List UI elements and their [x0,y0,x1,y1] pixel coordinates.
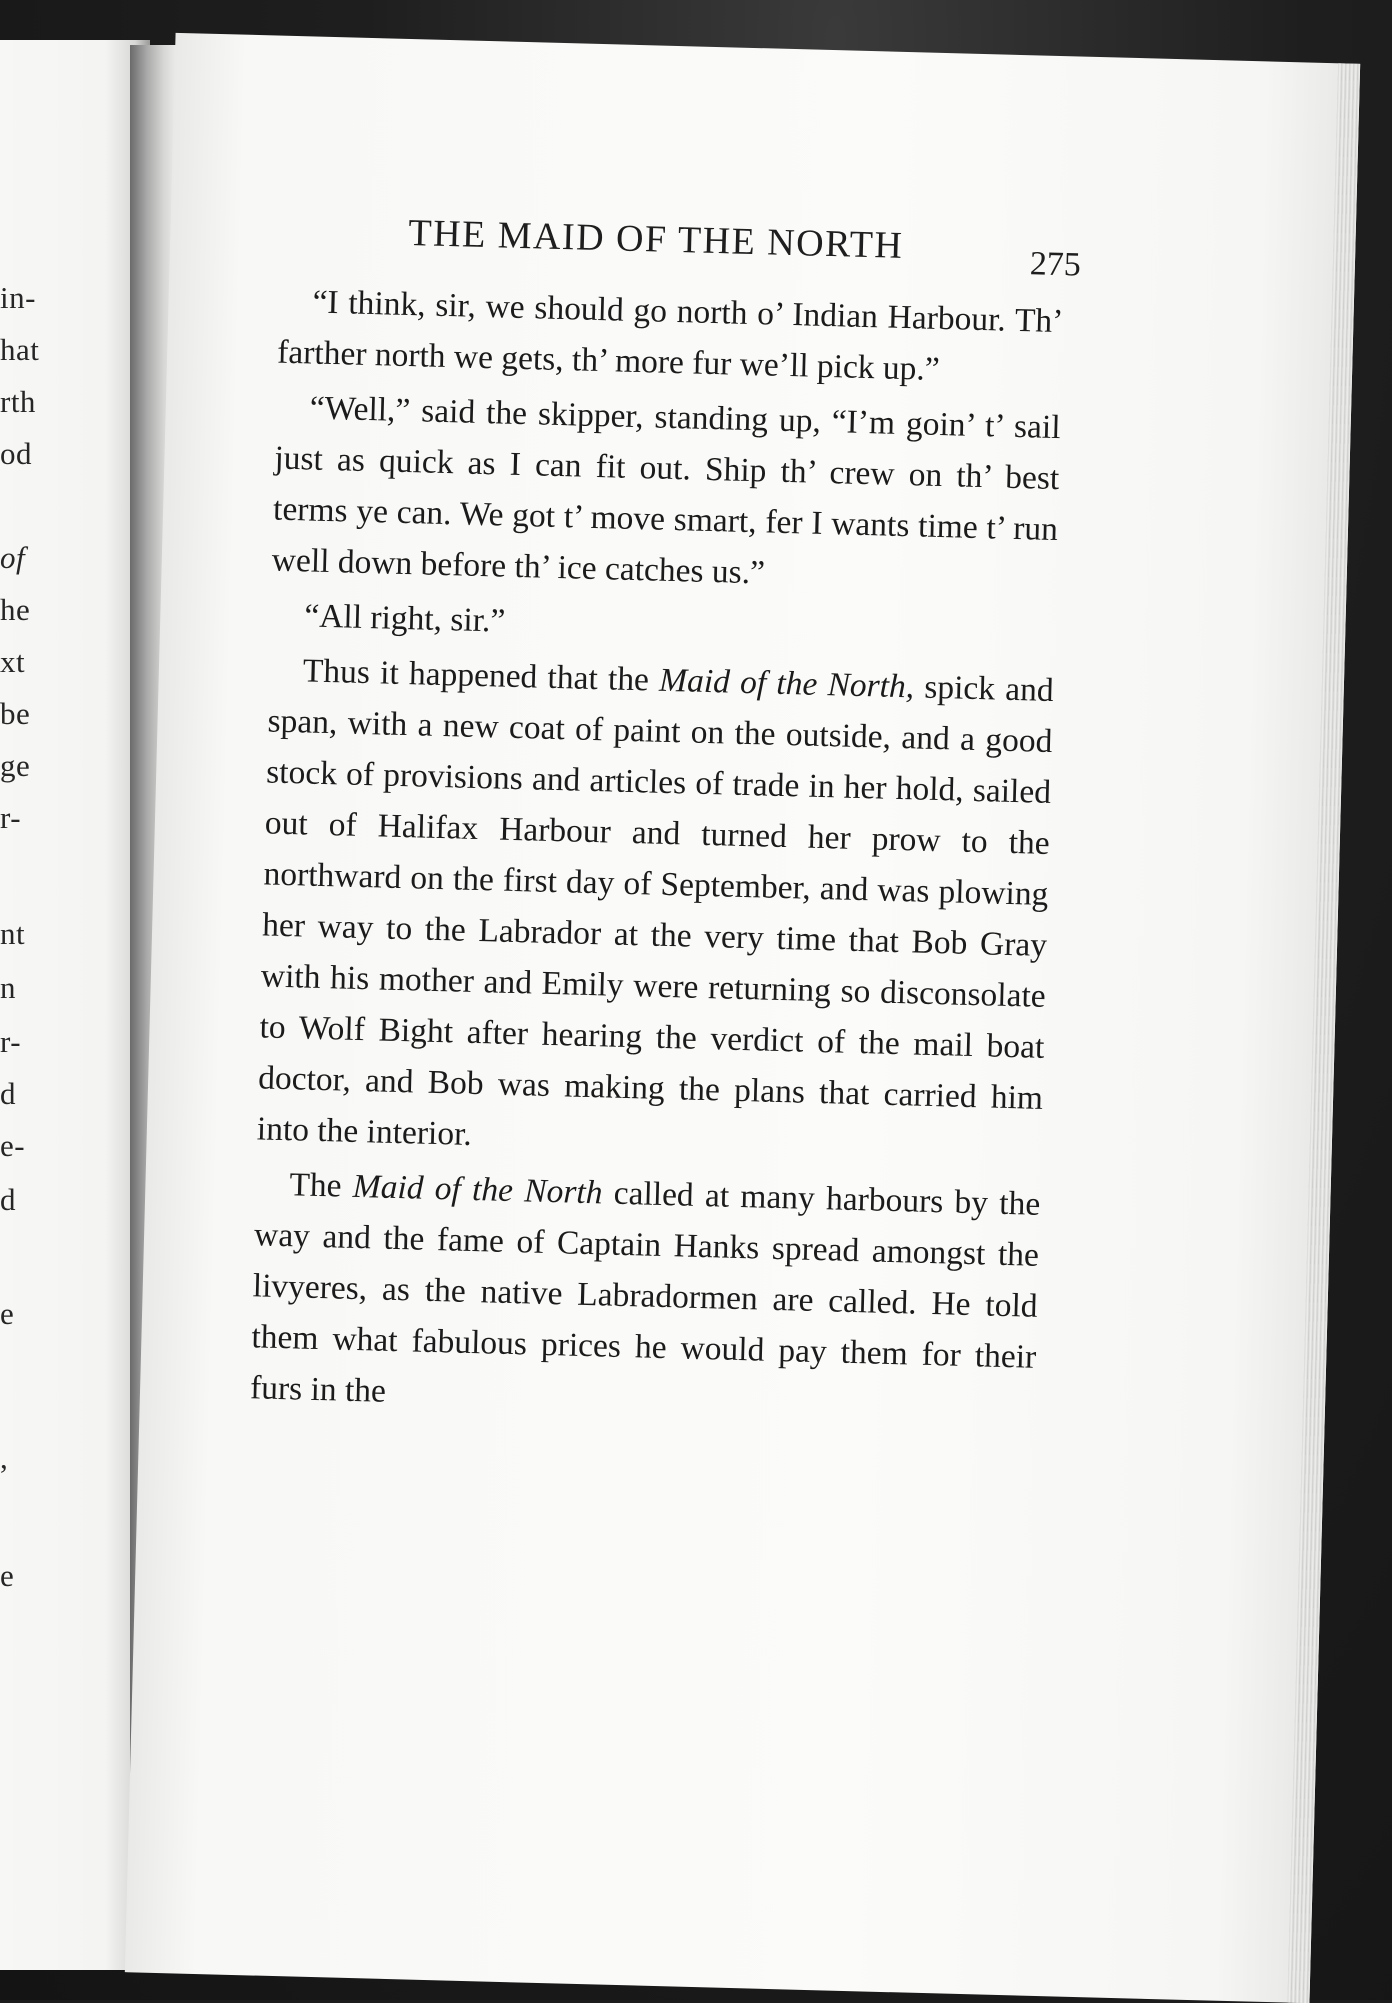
facing-page-fragment: d [0,1076,16,1111]
facing-page-left [0,40,150,1970]
paragraph-text: “All right, sir.” [303,597,506,640]
paragraph [256,644,1054,1174]
facing-page-fragment: hat [0,332,40,367]
ship-name-italic: Maid of the North, [658,661,915,706]
facing-page-fragment: n [0,970,16,1005]
facing-page-fragment: he [0,592,31,627]
page-number: 275 [1029,245,1082,284]
running-head: THE MAID OF THE NORTH [407,211,904,267]
facing-page-fragment: ge [0,748,31,783]
facing-page-fragment: , [0,1440,9,1475]
facing-page-fragment: be [0,696,31,731]
paragraph-text: spick and span, with a new coat of paint on the outside, and a good stock of provisions and articles of trade in her hold, sailed out of Halifax Harbour and turned her prow to the northward on the first day of September, and was plowing her way to the Labrador at the very time that Bob Gray with his mother and Emily were returning so disconsolate to Wolf Bight after hearing the verdict of the mail boat doctor, and Bob was making the plans that carried him into the interior. [256,668,1055,1153]
facing-page-fragment: od [0,436,32,471]
facing-page-fragment: r- [0,1024,22,1059]
paragraph-text: “I think, sir, we should go north o’ Indian Harbour. Th’ farther north we gets, th’ more fur we’ll pick up.” [276,283,1064,388]
facing-page-fragment: rth [0,384,36,419]
paragraph-text: Thus it happened that the [302,652,660,699]
facing-page-fragment: e [0,1296,15,1331]
facing-page-fragment: xt [0,644,26,679]
facing-page-fragment: d [0,1182,16,1217]
facing-page-fragment: in- [0,280,36,315]
facing-page-fragment: e- [0,1128,26,1163]
facing-page-fragment: of [0,540,26,575]
facing-page-fragment: r- [0,800,22,835]
facing-page-fragment: nt [0,916,26,951]
book-page [125,33,1360,2003]
paragraph-text: “Well,” said the skipper, standing up, “I’m goin’ t’ sail just as quick as I can fit out. Ship th’ crew on th’ best terms ye can. We got t’ move smart, fer I wants time t’ run well down before th’ ice catches us.” [271,389,1062,592]
paragraph [249,1158,1040,1433]
ship-name-italic: Maid of the North [352,1167,603,1212]
body-text [249,276,1064,1438]
paragraph [277,276,1064,399]
paragraph [271,382,1061,606]
facing-page-fragment: e [0,1558,15,1593]
paragraph-text: The [288,1166,354,1205]
paragraph-text: called at many harbours by the way and the fame of Captain Hanks spread amongst the livyeres, as the native Labradormen are called. He told them what fabulous prices he would pay them for their furs in the [249,1174,1041,1410]
